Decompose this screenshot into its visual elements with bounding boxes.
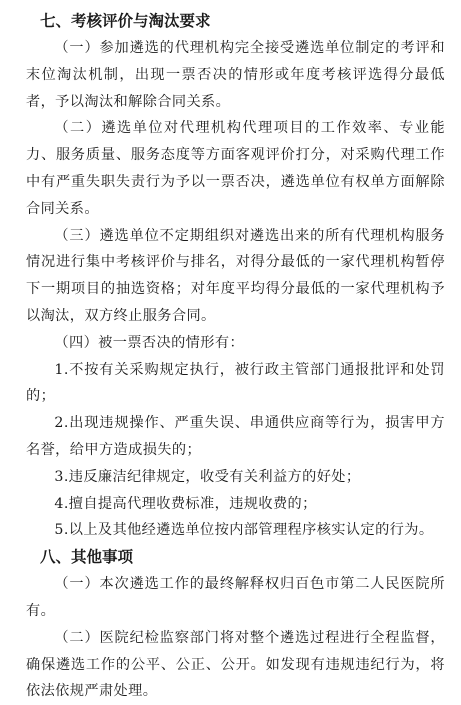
veto-intro: （四）被一票否决的情形有： (54, 334, 245, 351)
section-7-paragraph-3: （三）遴选单位不定期组织对遴选出来的所有代理机构服务情况进行集中考核评价与排名，对得分最低的一家代理机构暂停下一期项目的抽选资格；对年度平均得分最低的一家代理机构予以淘汰，双方终止服务合同。 (26, 227, 445, 324)
veto-item-4: 4.擅自提高代理收费标准，违规收费的； (54, 495, 317, 512)
section-7-paragraph-1: （一）参加遴选的代理机构完全接受遴选单位制定的考评和末位淘汰机制，出现一票否决的情形或年度考核评选得分最低者，予以淘汰和解除合同关系。 (26, 40, 445, 110)
section-8-heading: 八、其他事项 (40, 548, 134, 567)
veto-item-2: 2.出现违规操作、严重失误、串通供应商等行为，损害甲方名誉，给甲方造成损失的； (26, 415, 445, 458)
veto-item-1: 1.不按有关采购规定执行，被行政主管部门通报批评和处罚的； (26, 361, 445, 405)
veto-item-3: 3.违反廉洁纪律规定，收受有关利益方的好处； (54, 468, 361, 485)
veto-item-5: 5.以上及其他经遴选单位按内部管理程序核实认定的行为。 (54, 522, 434, 539)
section-7-heading: 七、考核评价与淘汰要求 (40, 12, 211, 30)
section-8-paragraph-1: （一）本次遴选工作的最终解释权归百色市第二人民医院所有。 (26, 576, 445, 619)
section-8-paragraph-2: （二）医院纪检监察部门将对整个遴选过程进行全程监督，确保遴选工作的公平、公正、公开。如发现有违规违纪行为，将依法依规严肃处理。 (26, 629, 445, 700)
section-7-paragraph-2: （二）遴选单位对代理机构代理项目的工作效率、专业能力、服务质量、服务态度等方面客观评价打分，对采购代理工作中有严重失职失责行为予以一票否决，遴选单位有权单方面解除合同关系。 (26, 120, 445, 217)
